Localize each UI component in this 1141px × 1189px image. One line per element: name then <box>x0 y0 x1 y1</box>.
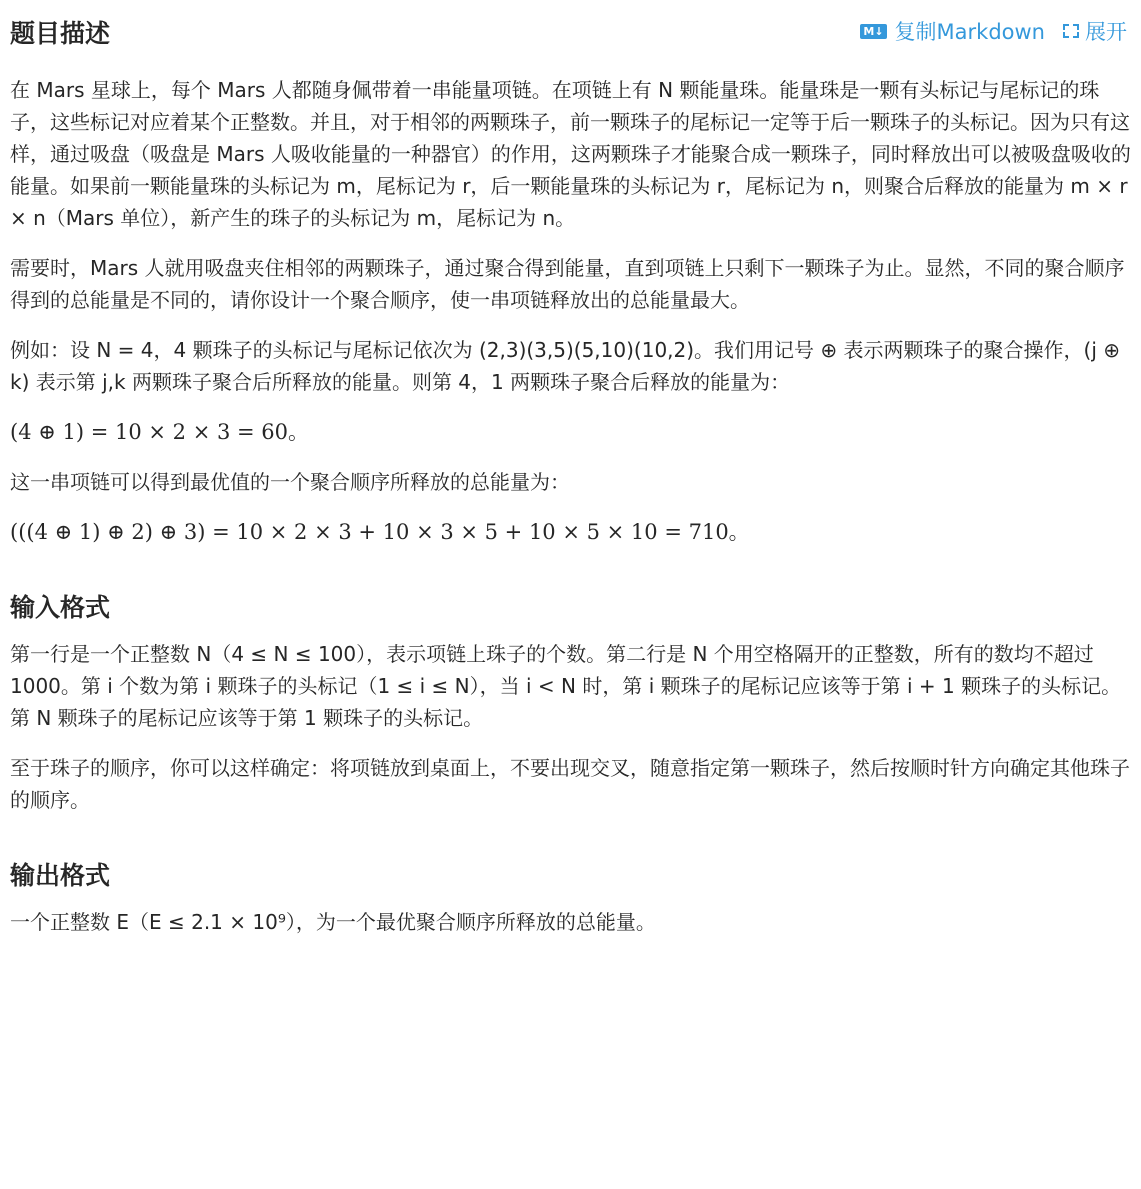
header-actions <box>860 16 1127 46</box>
section-title-output: 输出格式 <box>10 861 111 890</box>
markdown-icon[interactable]: M↓ <box>860 24 886 39</box>
input-paragraph: 至于珠子的顺序，你可以这样确定：将项链放到桌面上，不要出现交叉，随意指定第一颗珠子，然后按顺时针方向确定其他珠子的顺序。 <box>10 756 1130 812</box>
section-title-description: 题目描述 <box>10 19 111 48</box>
copy-markdown-button[interactable]: 复制Markdown <box>894 20 1045 44</box>
description-body <box>10 74 1131 548</box>
description-paragraph: 在 Mars 星球上，每个 Mars 人都随身佩带着一串能量项链。在项链上有 N 颗能量珠。能量珠是一颗有头标记与尾标记的珠子，这些标记对应着某个正整数。并且，对于相邻的两颗珠子，前一颗珠子的尾标记一定等于后一颗珠子的头标记。因为只有这样，通过吸盘（吸盘是 Mars 人吸收能量的一种器官）的作用，这两颗珠子才能聚合成一颗珠子，同时释放出可以被吸盘吸收的能量。如果前一颗能量珠的头标记为 m，尾标记为 r，后一颗能量珠的头标记为 r，尾标记为 n，则聚合后释放的能量为 m × r × n（Mars 单位），新产生的珠子的头标记为 m，尾标记为 n。 <box>10 78 1131 230</box>
section-title-input: 输入格式 <box>10 593 111 622</box>
output-format-body <box>10 906 1131 938</box>
description-header <box>10 0 1131 64</box>
formula-example: (4 ⊕ 1) = 10 × 2 × 3 = 60。 <box>10 420 310 444</box>
description-paragraph: 这一串项链可以得到最优值的一个聚合顺序所释放的总能量为： <box>10 470 570 494</box>
description-paragraph: 需要时，Mars 人就用吸盘夹住相邻的两颗珠子，通过聚合得到能量，直到项链上只剩下一颗珠子为止。显然，不同的聚合顺序得到的总能量是不同的，请你设计一个聚合顺序，使一串项链释放出的总能量最大。 <box>10 256 1125 312</box>
input-paragraph: 第一行是一个正整数 N（4 ≤ N ≤ 100），表示项链上珠子的个数。第二行是 N 个用空格隔开的正整数，所有的数均不超过 1000。第 i 个数为第 i 颗珠子的头标记（1 ≤ i ≤ N），当 i < N 时，第 i 颗珠子的尾标记应该等于第 i + 1 颗珠子的头标记。第 N 颗珠子的尾标记应该等于第 1 颗珠子的头标记。 <box>10 642 1122 730</box>
expand-button[interactable]: 展开 <box>1085 20 1127 44</box>
description-paragraph: 例如：设 N = 4，4 颗珠子的头标记与尾标记依次为 (2,3)(3,5)(5,10)(10,2)。我们用记号 ⊕ 表示两颗珠子的聚合操作，(j ⊕ k) 表示第 j,k 两颗珠子聚合后所释放的能量。则第 4，1 两颗珠子聚合后释放的能量为： <box>10 338 1120 394</box>
expand-icon[interactable] <box>1063 24 1079 38</box>
formula-optimal: (((4 ⊕ 1) ⊕ 2) ⊕ 3) = 10 × 2 × 3 + 10 × 3 × 5 + 10 × 5 × 10 = 710。 <box>10 520 750 544</box>
input-format-body <box>10 638 1131 816</box>
output-paragraph: 一个正整数 E（E ≤ 2.1 × 10⁹），为一个最优聚合顺序所释放的总能量。 <box>10 910 656 934</box>
